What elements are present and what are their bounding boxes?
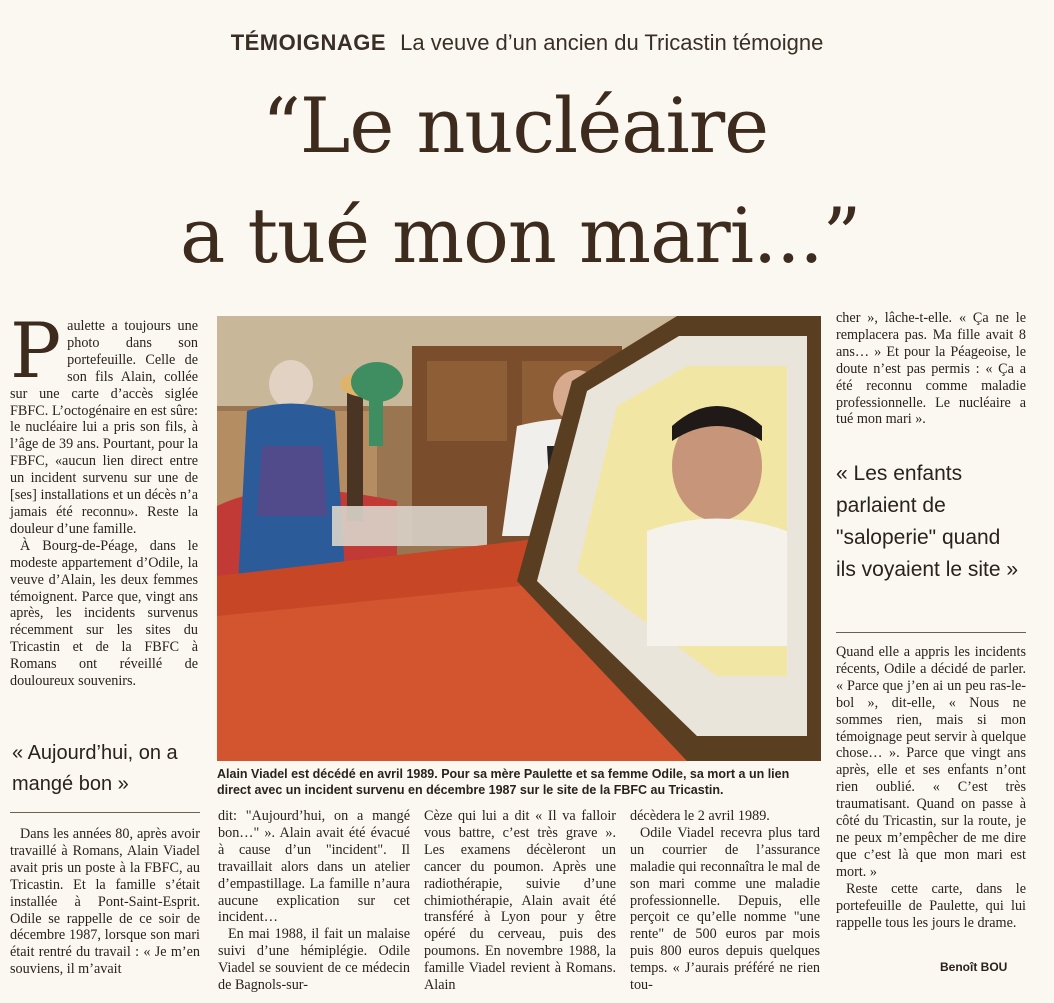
bottom-col4-text-b: Odile Viadel recevra plus tard un courrier de l’assurance maladie qui reconnaîtra le mal de son mari comme une maladie professionnelle. Depuis, elle perçoit ce qu’elle nomme "une rente" de 500 euros par mois puis 800 euros depuis quelques temps. « J’aurais préféré ne rien tou- [630, 824, 820, 994]
photo-illustration [217, 316, 821, 761]
right-mid-text: Quand elle a appris les incidents récents, Odile a décidé de parler. « Parce que j’en ai un peu ras-le-bol », dit-elle, « Nous ne sommes rien, mais si mon témoignage peut servir à quelque chose… ». Parce que vingt ans après, elle et ses enfants n’ont rien oublié. « C’est très traumatisant. Quand on passe à côté du Tricastin, sur la route, je ne peux m’empêcher de me dire que c’est là que mon mari est mort. » [836, 644, 1026, 880]
article-photo [217, 316, 821, 761]
headline-line-2: a tué mon mari...” [180, 191, 861, 280]
bottom-col4-text-a: décèdera le 2 avril 1989. [630, 808, 770, 824]
column-1 [10, 306, 198, 690]
bottom-col2-text-b: En mai 1988, il fait un malaise suivi d’une hémiplégie. Odile Viadel se souvient de ce médecin de Bagnols-sur- [218, 926, 410, 994]
bottom-column-1 [10, 826, 200, 978]
headline-line-1: “Le nucléaire [262, 81, 769, 170]
bottom-column-4 [630, 808, 820, 994]
right-column-bottom [836, 644, 1026, 931]
col1-para-1: aulette a toujours une photo dans son portefeuille. Celle de son fils Alain, collée sur une carte d’accès siglée FBFC. L’octogénaire en est sûre: le nucléaire lui a pris son fils, à l’âge de 39 ans. Pourtant, pour la FBFC, «aucun lien direct entre un incident survenu sur une de [ses] installations et un décès n’a jamais été reconnu». Reste la douleur d’une famille. [10, 318, 198, 537]
col1-para-2: À Bourg-de-Péage, dans le modeste appartement d’Odile, la veuve d’Alain, les deux femmes témoignent. Parce que, vingt ans après, les incidents survenus récemment sur les sites du Tricastin et de la FBFC à Romans ont réveillé de douloureux souvenirs. [10, 537, 198, 690]
right-top-text: cher », lâche-t-elle. « Ça ne le remplacera pas. Ma fille avait 8 ans… » Et pour la Péageoise, le doute n’est pas permis : « Ça a été reconnu comme maladie professionnelle. Le nucléaire a tué mon mari ». [836, 310, 1026, 428]
kicker-text: La veuve d’un ancien du Tricastin témoigne [400, 30, 824, 55]
byline: Benoît BOU [940, 960, 1008, 974]
drop-cap: P [10, 306, 62, 395]
bottom-col1-text: Dans les années 80, après avoir travaillé à Romans, Alain Viadel avait pris un poste à la FBFC, au Tricastin. Et la famille s’était installée à Pont-Saint-Esprit. Odile se rappelle de ce soir de décembre 1987, lorsque son mari était rentré du travail : « Je m’en souviens, il m’avait [10, 826, 200, 978]
bottom-column-2 [218, 808, 410, 994]
bottom-col3-text: Cèze qui lui a dit « Il va falloir vous battre, c’est très grave ». Les examens décèleront un cancer du poumon. Après une radiothérapie, suivie d’une chimiothérapie, Alain avait été transféré à Lyon pour y être opéré du cerveau, puis des poumons. En novembre 1988, la famille Viadel revient à Romans. Alain [424, 808, 616, 994]
right-end-text: Reste cette carte, dans le portefeuille de Paulette, qui lui rappelle tous les jours le drame. [836, 880, 1026, 931]
pull-quote-2: « Les enfants parlaient de "saloperie" quand ils voyaient le site » [836, 462, 1019, 581]
kicker [0, 30, 1054, 56]
photo-caption: Alain Viadel est décédé en avril 1989. Pour sa mère Paulette et sa femme Odile, sa mort a un lien direct avec un incident survenu en décembre 1987 sur le site de la FBFC au Tricastin. [217, 767, 790, 797]
right-column-top [836, 310, 1026, 428]
kicker-tag: TÉMOIGNAGE [230, 30, 387, 55]
bottom-column-3 [424, 808, 616, 994]
divider [836, 632, 1026, 633]
pull-quote-1: « Aujourd’hui, on a mangé bon » [12, 742, 178, 795]
divider [10, 812, 200, 813]
bottom-col2-text-a: dit: "Aujourd’hui, on a mangé bon…" ». Alain avait été évacué à cause d’un "incident". Il travaillait alors dans un atelier d’empastillage. La famille n’aura aucune explication sur cet incident… [218, 808, 410, 926]
